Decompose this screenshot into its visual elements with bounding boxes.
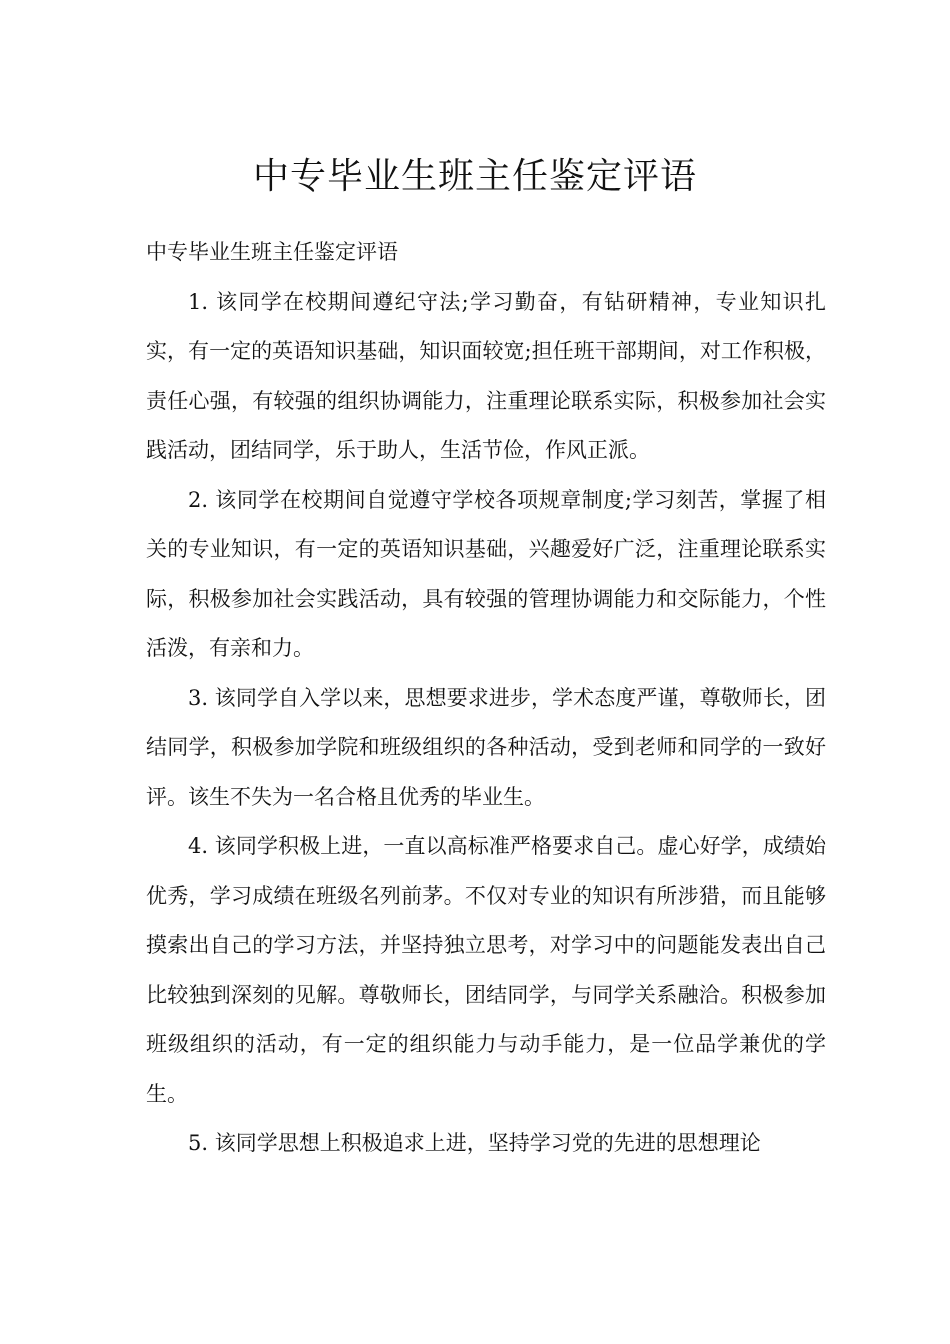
document-subtitle: 中专毕业生班主任鉴定评语 [146,240,398,264]
evaluation-item-2: 2. 该同学在校期间自觉遵守学校各项规章制度;学习刻苦，掌握了相关的专业知识，有一定的英语知识基础，兴趣爱好广泛，注重理论联系实际，积极参加社会实践活动，具有较强的管理协调能力和交际能力，个性活泼，有亲和力。 [146,487,826,660]
document-title: 中专毕业生班主任鉴定评语 [252,156,697,198]
evaluation-item-4: 4. 该同学积极上进，一直以高标准严格要求自己。虚心好学，成绩始优秀，学习成绩在班级名列前茅。不仅对专业的知识有所涉猎，而且能够摸索出自己的学习方法，并坚持独立思考，对学习中的问题能发表出自己比较独到深刻的见解。尊敬师长，团结同学，与同学关系融洽。积极参加班级组织的活动，有一定的组织能力与动手能力，是一位品学兼优的学生。 [146,834,826,1106]
document-body [146,228,826,1169]
evaluation-item-5: 5. 该同学思想上积极追求上进，坚持学习党的先进的思想理论 [188,1131,761,1155]
evaluation-item-3: 3. 该同学自入学以来，思想要求进步，学术态度严谨，尊敬师长，团结同学，积极参加学院和班级组织的各种活动，受到老师和同学的一致好评。该生不失为一名合格且优秀的毕业生。 [146,685,826,809]
evaluation-item-1: 1. 该同学在校期间遵纪守法;学习勤奋，有钻研精神，专业知识扎实，有一定的英语知识基础，知识面较宽;担任班干部期间，对工作积极，责任心强，有较强的组织协调能力，注重理论联系实际，积极参加社会实践活动，团结同学，乐于助人，生活节俭，作风正派。 [146,289,826,462]
